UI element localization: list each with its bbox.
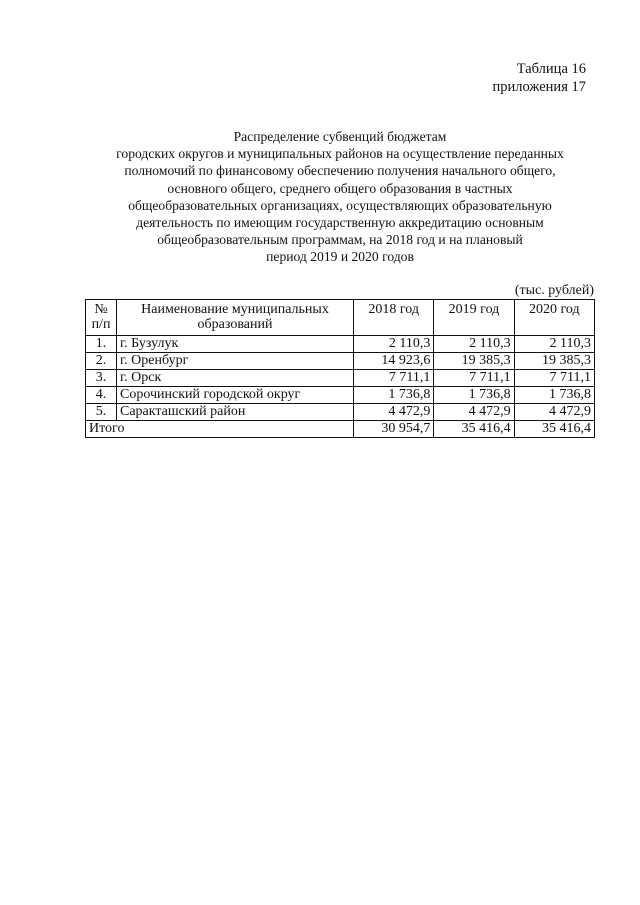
header-2018: 2018 год [354, 300, 434, 336]
title-line: основного общего, среднего общего образования в частных [167, 180, 513, 196]
title-line: общеобразовательным программам, на 2018 год и на плановый [157, 232, 523, 248]
row-name: Сорочинский городской округ [117, 387, 354, 404]
row-2018: 1 736,8 [354, 387, 434, 404]
table-total-row [86, 421, 595, 438]
row-2018: 7 711,1 [354, 370, 434, 387]
total-label: Итого [86, 421, 354, 438]
table-row [86, 387, 595, 404]
document-title [80, 128, 600, 266]
row-2019: 7 711,1 [434, 370, 514, 387]
row-2020: 19 385,3 [514, 353, 594, 370]
header-2020: 2020 год [514, 300, 594, 336]
header-2019: 2019 год [434, 300, 514, 336]
subvention-table [85, 299, 595, 438]
total-2020: 35 416,4 [514, 421, 594, 438]
title-line: городских округов и муниципальных районов на осуществление переданных [116, 146, 564, 162]
row-2020: 4 472,9 [514, 404, 594, 421]
row-num: 4. [86, 387, 117, 404]
row-name: г. Оренбург [117, 353, 354, 370]
row-2019: 19 385,3 [434, 353, 514, 370]
table-row [86, 370, 595, 387]
row-name: г. Бузулук [117, 336, 354, 353]
total-2019: 35 416,4 [434, 421, 514, 438]
appendix-number: приложения 17 [492, 79, 586, 95]
row-num: 3. [86, 370, 117, 387]
header-name: Наименование муниципальных образований [117, 300, 354, 336]
row-2020: 2 110,3 [514, 336, 594, 353]
table-reference [493, 60, 586, 96]
row-2018: 2 110,3 [354, 336, 434, 353]
table-header-row [86, 300, 595, 336]
table-row [86, 353, 595, 370]
title-line: полномочий по финансовому обеспечению получения начального общего, [124, 163, 556, 179]
row-2019: 1 736,8 [434, 387, 514, 404]
title-line: Распределение субвенций бюджетам [233, 129, 447, 144]
row-2018: 14 923,6 [354, 353, 434, 370]
table-row [86, 404, 595, 421]
row-num: 1. [86, 336, 117, 353]
table-number: Таблица 16 [516, 61, 586, 77]
row-2020: 7 711,1 [514, 370, 594, 387]
row-2020: 1 736,8 [514, 387, 594, 404]
title-line: общеобразовательных организациях, осуществляющих образовательную [128, 197, 552, 213]
units-label: (тыс. рублей) [514, 283, 594, 298]
total-2018: 30 954,7 [354, 421, 434, 438]
table-row [86, 336, 595, 353]
row-num: 5. [86, 404, 117, 421]
row-num: 2. [86, 353, 117, 370]
title-line: период 2019 и 2020 годов [266, 249, 414, 265]
header-num: № п/п [86, 300, 117, 336]
row-2018: 4 472,9 [354, 404, 434, 421]
row-name: Саракташский район [117, 404, 354, 421]
row-2019: 2 110,3 [434, 336, 514, 353]
title-line: деятельность по имеющим государственную аккредитацию основным [136, 215, 544, 231]
row-name: г. Орск [117, 370, 354, 387]
row-2019: 4 472,9 [434, 404, 514, 421]
